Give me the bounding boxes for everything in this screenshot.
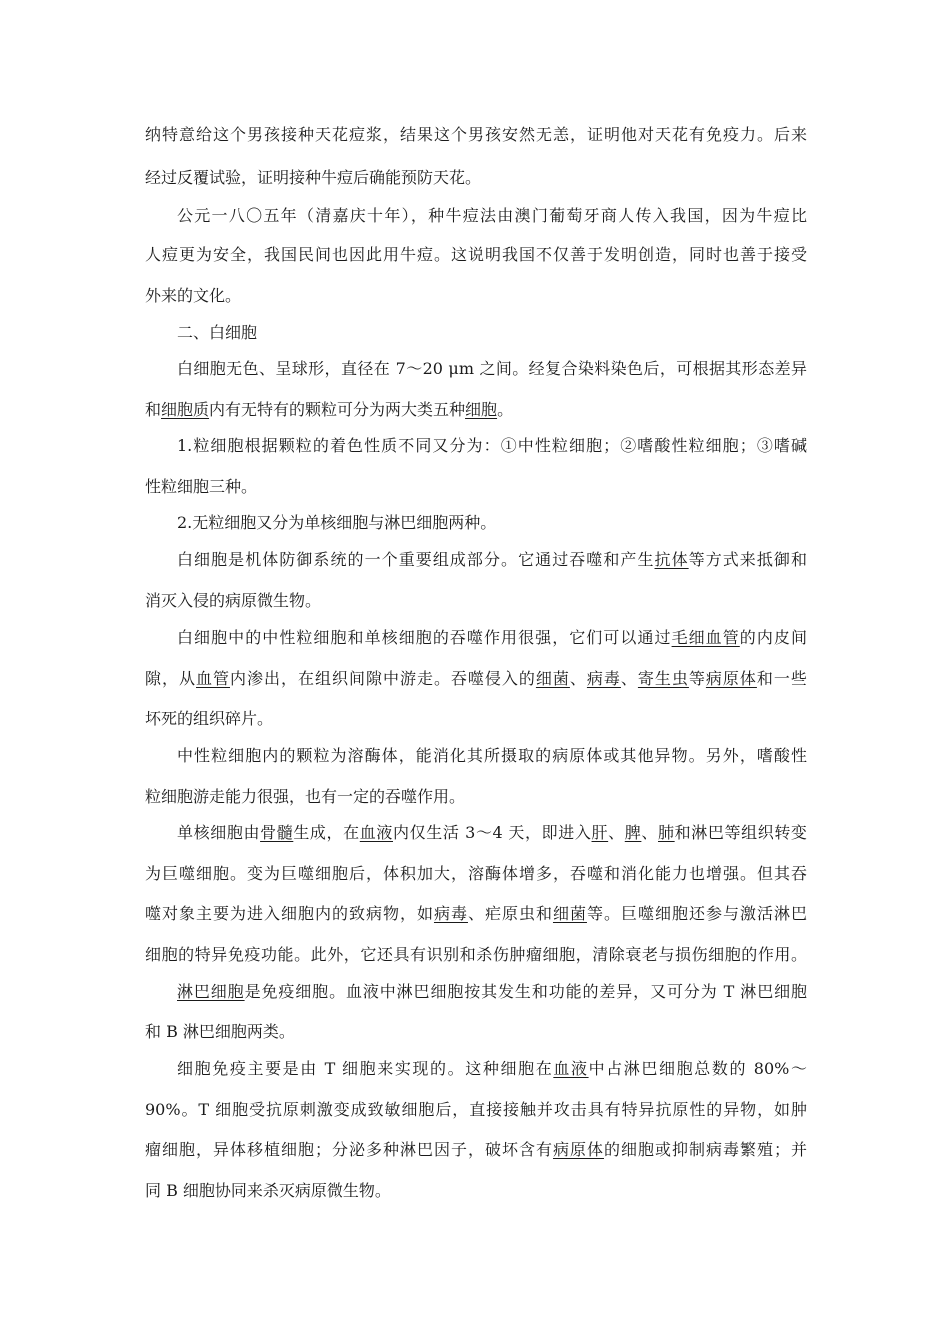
- term-link[interactable]: 细胞质: [161, 400, 210, 419]
- term-link[interactable]: 血液: [553, 1059, 589, 1078]
- term-link[interactable]: 寄生虫: [637, 669, 689, 688]
- term-link[interactable]: 血管: [196, 669, 230, 688]
- text-line: 淋巴细胞是免疫细胞。血液中淋巴细胞按其发生和功能的差异，又可分为 T 淋巴细胞: [177, 982, 807, 1001]
- term-link[interactable]: 肺: [658, 823, 675, 842]
- term-link[interactable]: 抗体: [654, 550, 689, 569]
- text-line: 白细胞无色、呈球形，直径在 7～20 μm 之间。经复合染料染色后，可根据其形态差异: [177, 359, 807, 378]
- text-line: 中性粒细胞内的颗粒为溶酶体，能消化其所摄取的病原体或其他异物。另外，嗜酸性: [177, 746, 807, 765]
- term-link[interactable]: 细菌: [535, 669, 570, 688]
- text-line: 纳特意给这个男孩接种天花痘浆，结果这个男孩安然无恙，证明他对天花有免疫力。后来: [145, 125, 807, 144]
- term-link[interactable]: 细菌: [552, 904, 587, 923]
- text-line: 单核细胞由骨髓生成，在血液内仅生活 3～4 天，即进入肝、脾、肺和淋巴等组织转变: [177, 823, 807, 842]
- text-line: 公元一八〇五年（清嘉庆十年），种牛痘法由澳门葡萄牙商人传入我国，因为牛痘比: [177, 206, 807, 225]
- text-line: 坏死的组织碎片。: [145, 709, 274, 728]
- text-line: 同 B 细胞协同来杀灭病原微生物。: [145, 1181, 391, 1200]
- section-heading: 二、白细胞: [177, 323, 258, 342]
- term-link[interactable]: 病原体: [705, 669, 757, 688]
- text-line: 噬对象主要为进入细胞内的致病物，如病毒、疟原虫和细菌等。巨噬细胞还参与激活淋巴: [145, 904, 807, 923]
- text-line: 和细胞质内有无特有的颗粒可分为两大类五种细胞。: [145, 400, 514, 419]
- term-link[interactable]: 细胞: [465, 400, 498, 419]
- text-line: 性粒细胞三种。: [145, 477, 258, 496]
- text-line: 为巨噬细胞。变为巨噬细胞后，体积加大，溶酶体增多，吞噬和消化能力也增强。但其吞: [145, 864, 807, 883]
- text-line: 白细胞中的中性粒细胞和单核细胞的吞噬作用很强，它们可以通过毛细血管的内皮间: [177, 628, 807, 647]
- text-line: 和 B 淋巴细胞两类。: [145, 1022, 295, 1041]
- term-link[interactable]: 肝: [591, 823, 609, 842]
- text-line: 90%。T 细胞受抗原刺激变成致敏细胞后，直接接触并攻击具有特异抗原性的异物，如肿: [145, 1100, 807, 1119]
- text-line: 经过反覆试验，证明接种牛痘后确能预防天花。: [145, 168, 482, 187]
- term-link[interactable]: 脾: [624, 823, 642, 842]
- text-line: 1.粒细胞根据颗粒的着色性质不同又分为：①中性粒细胞；②嗜酸性粒细胞；③嗜碱: [177, 436, 807, 455]
- term-link[interactable]: 病毒: [433, 904, 468, 923]
- text-line: 消灭入侵的病原微生物。: [145, 591, 322, 610]
- text-line: 2.无粒细胞又分为单核细胞与淋巴细胞两种。: [177, 513, 497, 532]
- text-line: 隙，从血管内渗出，在组织间隙中游走。吞噬侵入的细菌、病毒、寄生虫等病原体和一些: [145, 669, 807, 688]
- term-link[interactable]: 病原体: [552, 1140, 604, 1159]
- term-link[interactable]: 骨髓: [260, 823, 294, 842]
- text-line: 细胞的特异免疫功能。此外，它还具有识别和杀伤肿瘤细胞，清除衰老与损伤细胞的作用。: [145, 945, 807, 964]
- text-line: 瘤细胞，异体移植细胞；分泌多种淋巴因子，破坏含有病原体的细胞或抑制病毒繁殖；并: [145, 1140, 807, 1159]
- term-link[interactable]: 毛细血管: [671, 628, 740, 647]
- text-line: 粒细胞游走能力很强，也有一定的吞噬作用。: [145, 787, 466, 806]
- text-line: 细胞免疫主要是由 T 细胞来实现的。这种细胞在血液中占淋巴细胞总数的 80%～: [177, 1059, 807, 1078]
- text-line: 外来的文化。: [145, 286, 242, 305]
- term-link[interactable]: 血液: [359, 823, 393, 842]
- text-line: 白细胞是机体防御系统的一个重要组成部分。它通过吞噬和产生抗体等方式来抵御和: [177, 550, 807, 569]
- text-line: 人痘更为安全，我国民间也因此用牛痘。这说明我国不仅善于发明创造，同时也善于接受: [145, 245, 807, 264]
- term-link[interactable]: 病毒: [586, 669, 621, 688]
- term-link[interactable]: 淋巴细胞: [177, 982, 245, 1001]
